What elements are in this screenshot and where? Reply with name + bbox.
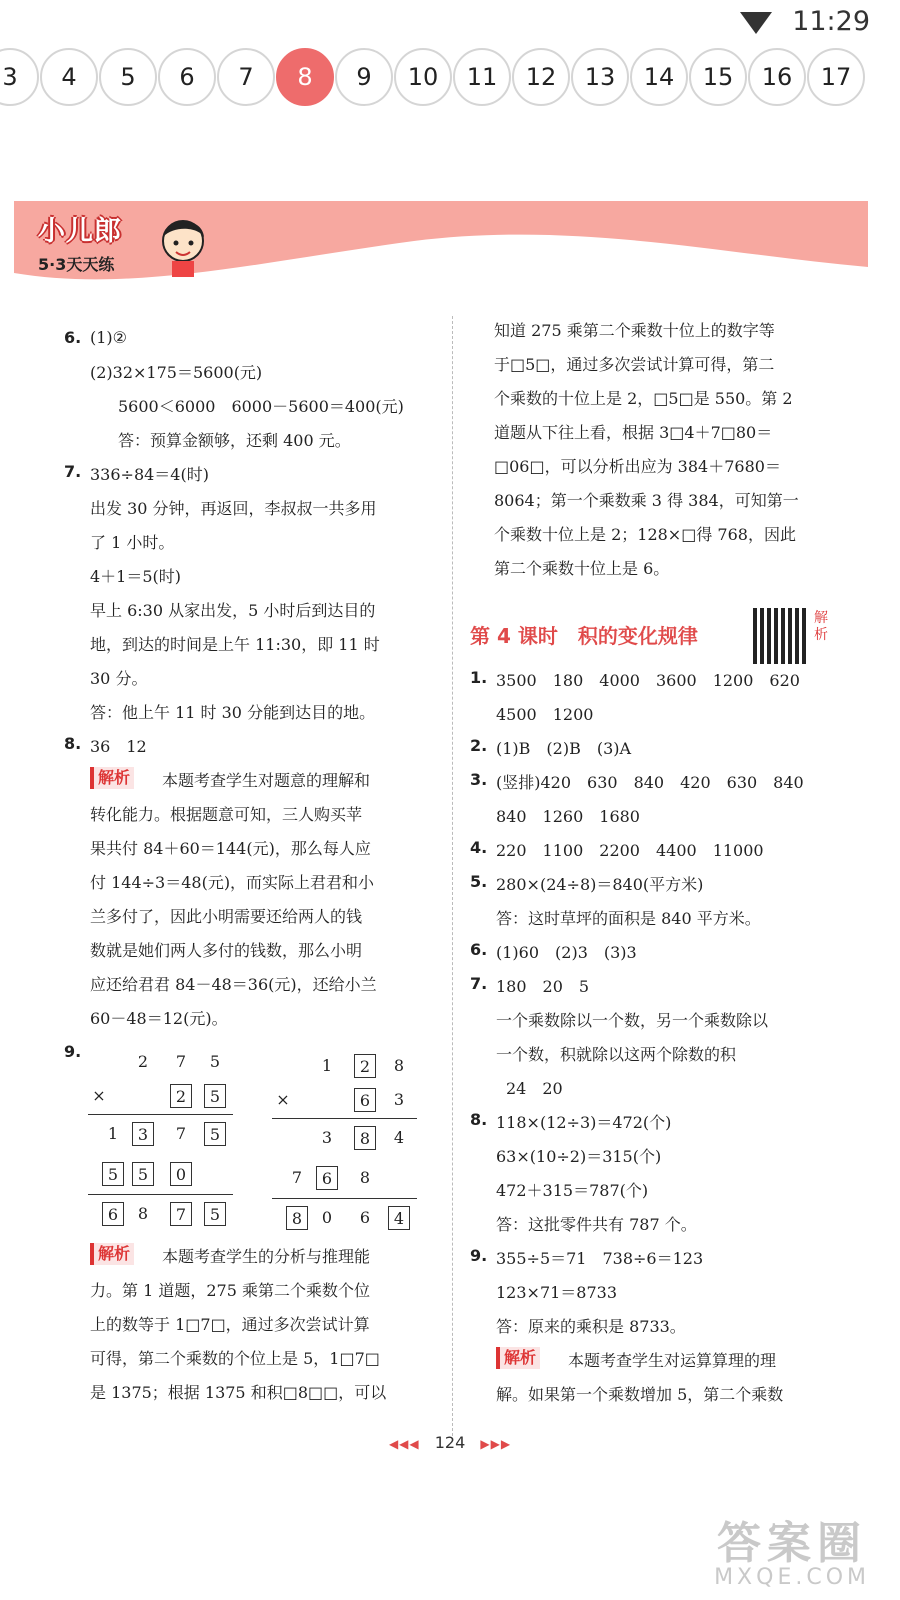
boxed-digit: 4 [388,1206,410,1230]
left-line: 5600＜6000 6000－5600＝400(元) [118,397,404,416]
left-line: 早上 6:30 从家出发，5 小时后到达目的 [90,601,376,620]
left-line: 4＋1＝5(时) [90,567,182,586]
right-line: 6. [470,940,488,959]
page-chip-6[interactable]: 6 [158,48,216,106]
right-line: 解。如果第一个乘数增加 5，第二个乘数 [496,1385,784,1404]
digit: 0 [321,1208,333,1227]
right-line: 个乘数的十位上是 2，□5□是 550。第 2 [494,389,793,408]
right-line: 24 20 [506,1079,563,1098]
left-line: 6. [64,328,82,347]
right-line: 答：这时草坪的面积是 840 平方米。 [496,909,761,928]
right-line: 3500 180 4000 3600 1200 620 [496,671,800,690]
left-line: 地，到达的时间是上午 11:30，即 11 时 [90,635,380,654]
right-line: (1)60 (2)3 (3)3 [496,943,637,962]
digit: 7 [175,1052,187,1071]
right-line: 7. [470,974,488,993]
digit: 2 [137,1052,149,1071]
left-line: 可得，第二个乘数的个位上是 5，1□7□ [90,1349,380,1368]
digit [286,1126,308,1150]
right-line: 答：原来的乘积是 8733。 [496,1317,686,1336]
left-line: 答：他上午 11 时 30 分能到达目的地。 [90,703,376,722]
right-line: 本题考查学生对运算算理的理 [568,1351,777,1370]
analysis-tag: 解析 [496,1347,540,1369]
left-line: 出发 30 分钟，再返回，李叔叔一共多用 [90,499,377,518]
boxed-digit: 6 [102,1202,124,1226]
digit: 1 [321,1056,333,1075]
multiply-sign: × [92,1086,106,1105]
left-line: 是 1375；根据 1375 和积□8□□，可以 [90,1383,387,1402]
analysis-tag: 解析 [90,767,134,789]
brand-logo [38,209,122,275]
page-footer [0,1433,900,1452]
left-line: (1)② [90,328,128,347]
right-line: 118×(12÷3)＝472(个) [496,1113,672,1132]
left-line: 答：预算金额够，还剩 400 元。 [118,431,351,450]
vertical-multiplication-1 [88,1050,238,1240]
page-chip-10[interactable]: 10 [394,48,452,106]
right-line: 知道 275 乘第二个乘数十位上的数字等 [494,321,775,340]
digit: 7 [175,1124,187,1143]
left-line: 36 12 [90,737,147,756]
next-page-arrows[interactable]: ▶▶▶ [480,1437,512,1451]
digit [316,1088,338,1112]
boxed-digit: 6 [354,1088,376,1112]
brand-series: 5·3天天练 [38,255,115,274]
digit [286,1088,308,1112]
qr-label[interactable]: 解析 [814,610,828,643]
right-line: 9. [470,1246,488,1265]
multiply-sign: × [276,1090,290,1109]
watermark-title: 答案圈 [717,1518,868,1569]
right-line: 4500 1200 [496,705,594,724]
right-line: 3. [470,770,488,789]
right-line: 472＋315＝787(个) [496,1181,649,1200]
right-line: 123×71＝8733 [496,1283,618,1302]
calc-rule [272,1198,417,1199]
left-line: 336÷84＝4(时) [90,465,209,484]
page-chip-15[interactable]: 15 [689,48,747,106]
right-line: 355÷5＝71 738÷6＝123 [496,1249,704,1268]
vertical-multiplication-2 [272,1054,422,1244]
boxed-digit: 6 [316,1166,338,1190]
digit: 3 [393,1090,405,1109]
left-line: 9. [64,1042,82,1061]
left-line: 果共付 84＋60＝144(元)，那么每人应 [90,839,371,858]
digit: 8 [359,1168,371,1187]
digit: 3 [321,1128,333,1147]
left-line: 力。第 1 道题，275 乘第二个乘数个位 [90,1281,370,1300]
status-bar [0,0,900,45]
page-chip-11[interactable]: 11 [453,48,511,106]
left-line: 7. [64,462,82,481]
page-chip-5[interactable]: 5 [99,48,157,106]
left-line: 了 1 小时。 [90,533,175,552]
left-line: 数就是她们两人多付的钱数，那么小明 [90,941,363,960]
digit [102,1050,124,1074]
calc-rule [88,1194,233,1195]
page-chip-7[interactable]: 7 [217,48,275,106]
page-selector [0,48,900,110]
digit [132,1084,154,1108]
page-chip-13[interactable]: 13 [571,48,629,106]
right-line: 个乘数十位上是 2；128×□得 768，因此 [494,525,796,544]
digit: 6 [359,1208,371,1227]
watermark [714,1507,870,1590]
boxed-digit: 5 [204,1202,226,1226]
wifi-icon [740,12,772,34]
right-line: 第二个乘数十位上是 6。 [494,559,670,578]
boxed-digit: 5 [102,1162,124,1186]
calc-rule [88,1114,233,1115]
page-chip-14[interactable]: 14 [630,48,688,106]
right-line: 一个数，积就除以这两个除数的积 [496,1045,737,1064]
right-line: 180 20 5 [496,977,590,996]
left-line: 30 分。 [90,669,148,688]
right-line: □06□，可以分析出应为 384＋7680＝ [494,457,781,476]
page-number: 124 [434,1433,466,1452]
right-line: 1. [470,668,488,687]
right-line: 答：这批零件共有 787 个。 [496,1215,697,1234]
left-line: 兰多付了，因此小明需要还给两人的钱 [90,907,363,926]
boxed-digit: 2 [170,1084,192,1108]
right-line: 8. [470,1110,488,1129]
page-chip-3[interactable]: 3 [0,48,39,106]
right-line: 4. [470,838,488,857]
digit: 8 [393,1056,405,1075]
boxed-digit: 2 [354,1054,376,1078]
column-divider [452,316,453,1436]
watermark-url: MXQE.COM [714,1565,870,1590]
left-line: 本题考查学生的分析与推理能 [162,1247,371,1266]
header-banner [14,201,868,289]
right-line: 道题从下往上看，根据 3□4＋7□80＝ [494,423,773,442]
analysis-tag: 解析 [90,1243,134,1265]
left-line: 本题考查学生对题意的理解和 [162,771,371,790]
digit: 1 [107,1124,119,1143]
left-line: 8. [64,734,82,753]
boxed-digit: 7 [170,1202,192,1226]
right-line: 220 1100 2200 4400 11000 [496,841,764,860]
left-line: 60－48＝12(元)。 [90,1009,228,1028]
digit [102,1084,124,1108]
page-chip-16[interactable]: 16 [748,48,806,106]
page-chip-8[interactable]: 8 [276,48,334,106]
right-line: 280×(24÷8)＝840(平方米) [496,875,704,894]
left-line: 转化能力。根据题意可知，三人购买苹 [90,805,363,824]
right-line: 5. [470,872,488,891]
right-line: 2. [470,736,488,755]
prev-page-arrows[interactable]: ◀◀◀ [388,1437,420,1451]
boxed-digit: 5 [204,1122,226,1146]
calc-rule [272,1118,417,1119]
page-chip-12[interactable]: 12 [512,48,570,106]
digit: 5 [209,1052,221,1071]
boxed-digit: 5 [132,1162,154,1186]
right-line: 一个乘数除以一个数，另一个乘数除以 [496,1011,769,1030]
page-chip-9[interactable]: 9 [335,48,393,106]
boxed-digit: 3 [132,1122,154,1146]
right-line: 于□5□，通过多次尝试计算可得，第二 [494,355,775,374]
right-line: 63×(10÷2)＝315(个) [496,1147,662,1166]
qr-code-icon[interactable] [753,608,809,664]
mascot-icon [154,211,212,279]
boxed-digit: 5 [204,1084,226,1108]
right-line: (竖排)420 630 840 420 630 840 [496,773,804,792]
boxed-digit: 8 [354,1126,376,1150]
status-time: 11:29 [792,6,870,37]
left-line: 上的数等于 1□7□，通过多次尝试计算 [90,1315,370,1334]
left-line: 应还给君君 84－48＝36(元)，还给小兰 [90,975,377,994]
right-line: 840 1260 1680 [496,807,640,826]
digit: 7 [291,1168,303,1187]
brand-name: 小儿郎 [38,216,122,247]
right-line: (1)B (2)B (3)A [496,739,632,758]
digit: 8 [137,1204,149,1223]
page-chip-4[interactable]: 4 [40,48,98,106]
boxed-digit: 0 [170,1162,192,1186]
page-chip-17[interactable]: 17 [807,48,865,106]
left-line: 付 144÷3＝48(元)，而实际上君君和小 [90,873,375,892]
banner-wave [14,201,868,289]
boxed-digit: 8 [286,1206,308,1230]
digit: 4 [393,1128,405,1147]
left-line: (2)32×175＝5600(元) [90,363,263,382]
right-line: 8064；第一个乘数乘 3 得 384，可知第一 [494,491,799,510]
lesson-title: 第 4 课时 积的变化规律 [470,624,698,648]
digit [286,1054,308,1078]
